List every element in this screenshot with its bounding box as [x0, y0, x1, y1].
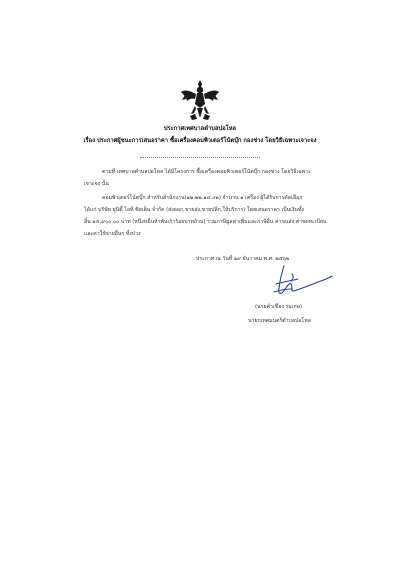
header-divider [140, 157, 260, 158]
signer-name: (นายคำเชื่อง ร่มเกษ) [255, 304, 303, 310]
subject-line: เรื่อง ประกาศผู้ชนะการเสนอราคา ซื้อเครื่องคอมพิวเตอร์โน้ตบุ๊ก กองช่าง โดยวิธีเฉพาะเจาะจง [83, 138, 317, 144]
announcement-date: ประกาศ ณ วันที่ ๑๙ ธันวาคม พ.ศ. ๒๕๖๒ [196, 256, 290, 262]
paragraph-2-line-2: ได้แก่ บริษัท ยูนิตี้ ไอที ซิสเต็ม จำกัด (ส่งออก,ขายส่ง,ขายปลีก,ให้บริการ) โดยเสนอราคา เป็นเงินทั้ง [84, 207, 304, 213]
paragraph-2-line-4: และค่าใช้จ่ายอื่นๆ ทั้งปวง [84, 231, 141, 237]
garuda-emblem-icon [180, 78, 220, 122]
paragraph-1-line-1: ตามที่ เทศบาลตำบลปอโหล ได้มีโครงการ ซื้อเครื่องคอมพิวเตอร์โน้ตบุ๊ก กองช่าง โดยวิธีเฉพาะ [102, 169, 311, 175]
signer-position: นายกเทศมนตรีตำบลปอโหล [248, 318, 311, 324]
paragraph-2-line-3: สิ้น ๑๕,๙๐๐.๐๐ บาท (หนึ่งหมื่นห้าพันเก้าร้อยบาทถ้วน) รวมภาษีมูลค่าเพิ่มและภาษีอื่น ค่าขนส่ง ค่าจดทะเบียน [84, 219, 327, 225]
handwritten-signature [262, 262, 334, 302]
paragraph-2-line-1: คอมพิวเตอร์โน้ตบุ๊ก สำหรับสำนักงาน(๑๒.๒๒.๑๔.๐๒) จำนวน ๑ เครื่อง ผู้ได้รับการคัดเลือก [102, 195, 303, 201]
organization-title: ประกาศเทศบาลตำบลปอโหล [163, 126, 237, 132]
paragraph-1-line-2: เจาะจง นั้น [84, 181, 109, 187]
